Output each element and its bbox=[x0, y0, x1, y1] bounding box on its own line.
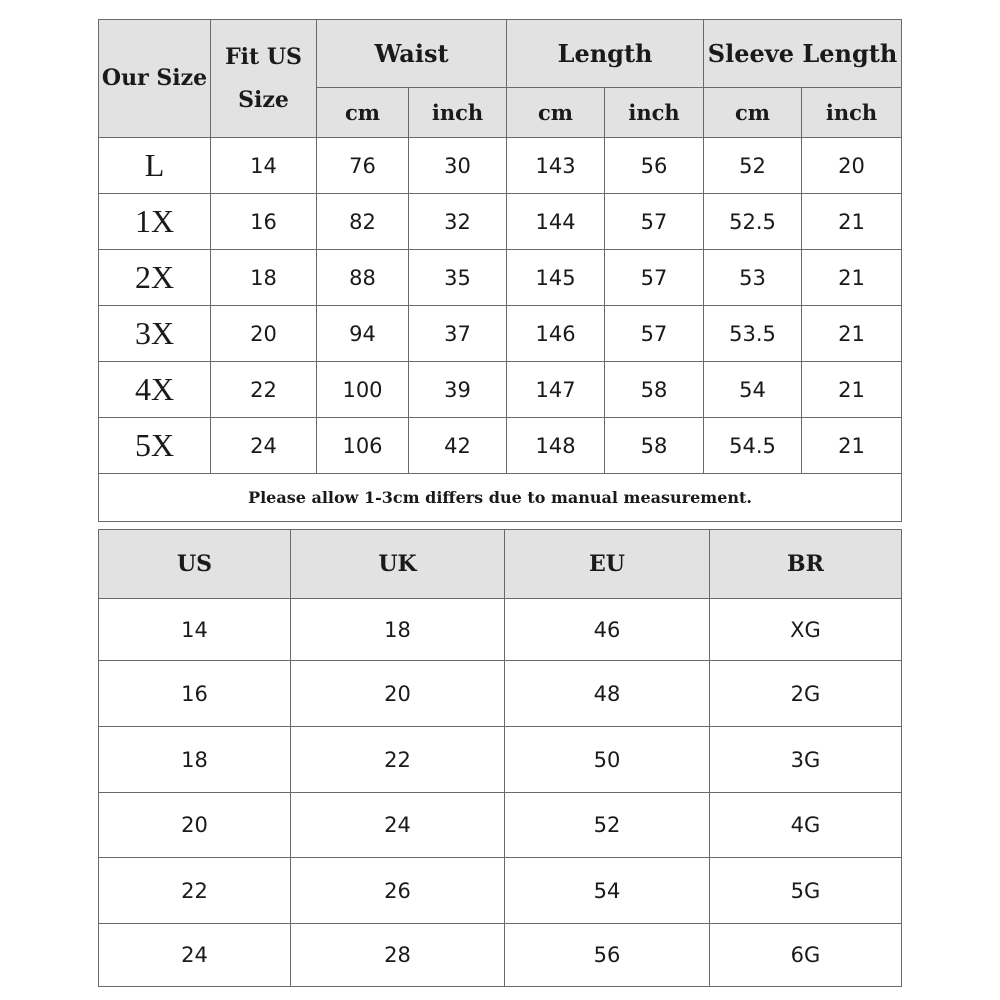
us-cell: 18 bbox=[99, 727, 291, 793]
us-size-cell: 22 bbox=[211, 362, 317, 418]
header-us: US bbox=[99, 530, 291, 599]
us-size-cell: 16 bbox=[211, 194, 317, 250]
sleeve-cm-cell: 52.5 bbox=[704, 194, 802, 250]
length-inch-cell: 57 bbox=[605, 306, 704, 362]
header-br: BR bbox=[710, 530, 902, 599]
waist-cm-cell: 88 bbox=[317, 250, 409, 306]
header-uk: UK bbox=[291, 530, 505, 599]
us-cell: 14 bbox=[99, 599, 291, 661]
sleeve-cm-cell: 54.5 bbox=[704, 418, 802, 474]
conversion-row bbox=[99, 727, 902, 793]
waist-cm-cell: 106 bbox=[317, 418, 409, 474]
uk-cell: 18 bbox=[291, 599, 505, 661]
sleeve-cm-cell: 53 bbox=[704, 250, 802, 306]
sleeve-inch-cell: 21 bbox=[802, 306, 902, 362]
size-cell: 5X bbox=[99, 418, 211, 474]
length-cm-cell: 146 bbox=[507, 306, 605, 362]
size-row bbox=[99, 306, 902, 362]
sleeve-inch-cell: 21 bbox=[802, 250, 902, 306]
conversion-row bbox=[99, 924, 902, 987]
header-length: Length bbox=[507, 20, 704, 88]
sleeve-cm-cell: 54 bbox=[704, 362, 802, 418]
us-size-cell: 18 bbox=[211, 250, 317, 306]
length-cm-cell: 147 bbox=[507, 362, 605, 418]
measurement-note: Please allow 1-3cm differs due to manual measurement. bbox=[99, 474, 902, 522]
br-cell: 5G bbox=[710, 858, 902, 924]
sleeve-inch-cell: 21 bbox=[802, 194, 902, 250]
size-cell: 1X bbox=[99, 194, 211, 250]
waist-cm-cell: 100 bbox=[317, 362, 409, 418]
size-row bbox=[99, 250, 902, 306]
uk-cell: 20 bbox=[291, 661, 505, 727]
length-cm-cell: 144 bbox=[507, 194, 605, 250]
uk-cell: 26 bbox=[291, 858, 505, 924]
sleeve-cm-cell: 53.5 bbox=[704, 306, 802, 362]
header-eu: EU bbox=[505, 530, 710, 599]
us-cell: 22 bbox=[99, 858, 291, 924]
size-chart-table bbox=[98, 19, 902, 522]
eu-cell: 48 bbox=[505, 661, 710, 727]
length-cm-cell: 148 bbox=[507, 418, 605, 474]
waist-inch-cell: 32 bbox=[409, 194, 507, 250]
us-cell: 20 bbox=[99, 793, 291, 858]
length-cm-cell: 143 bbox=[507, 138, 605, 194]
length-inch-cell: 57 bbox=[605, 250, 704, 306]
header-fit-us-size bbox=[211, 20, 317, 138]
eu-cell: 46 bbox=[505, 599, 710, 661]
eu-cell: 50 bbox=[505, 727, 710, 793]
header-unit-inch: inch bbox=[605, 88, 704, 138]
conversion-row bbox=[99, 793, 902, 858]
header-unit-cm: cm bbox=[507, 88, 605, 138]
header-fit-us-line2: Size bbox=[238, 86, 289, 113]
eu-cell: 54 bbox=[505, 858, 710, 924]
waist-inch-cell: 30 bbox=[409, 138, 507, 194]
waist-inch-cell: 37 bbox=[409, 306, 507, 362]
size-row bbox=[99, 362, 902, 418]
uk-cell: 24 bbox=[291, 793, 505, 858]
br-cell: 2G bbox=[710, 661, 902, 727]
header-unit-cm: cm bbox=[317, 88, 409, 138]
header-unit-cm: cm bbox=[704, 88, 802, 138]
us-cell: 16 bbox=[99, 661, 291, 727]
waist-cm-cell: 76 bbox=[317, 138, 409, 194]
waist-inch-cell: 39 bbox=[409, 362, 507, 418]
sleeve-inch-cell: 21 bbox=[802, 418, 902, 474]
br-cell: 4G bbox=[710, 793, 902, 858]
length-inch-cell: 57 bbox=[605, 194, 704, 250]
br-cell: 6G bbox=[710, 924, 902, 987]
us-size-cell: 14 bbox=[211, 138, 317, 194]
conversion-row bbox=[99, 599, 902, 661]
eu-cell: 56 bbox=[505, 924, 710, 987]
length-inch-cell: 58 bbox=[605, 418, 704, 474]
sleeve-inch-cell: 21 bbox=[802, 362, 902, 418]
size-cell: L bbox=[99, 138, 211, 194]
us-size-cell: 20 bbox=[211, 306, 317, 362]
eu-cell: 52 bbox=[505, 793, 710, 858]
length-cm-cell: 145 bbox=[507, 250, 605, 306]
size-cell: 4X bbox=[99, 362, 211, 418]
uk-cell: 28 bbox=[291, 924, 505, 987]
waist-inch-cell: 42 bbox=[409, 418, 507, 474]
br-cell: XG bbox=[710, 599, 902, 661]
length-inch-cell: 58 bbox=[605, 362, 704, 418]
us-size-cell: 24 bbox=[211, 418, 317, 474]
us-cell: 24 bbox=[99, 924, 291, 987]
conversion-row bbox=[99, 661, 902, 727]
header-unit-inch: inch bbox=[409, 88, 507, 138]
size-conversion-table bbox=[98, 529, 902, 987]
size-row bbox=[99, 418, 902, 474]
length-inch-cell: 56 bbox=[605, 138, 704, 194]
waist-cm-cell: 82 bbox=[317, 194, 409, 250]
waist-cm-cell: 94 bbox=[317, 306, 409, 362]
br-cell: 3G bbox=[710, 727, 902, 793]
size-cell: 3X bbox=[99, 306, 211, 362]
size-cell: 2X bbox=[99, 250, 211, 306]
size-row bbox=[99, 138, 902, 194]
header-sleeve-length: Sleeve Length bbox=[704, 20, 902, 88]
waist-inch-cell: 35 bbox=[409, 250, 507, 306]
uk-cell: 22 bbox=[291, 727, 505, 793]
sleeve-cm-cell: 52 bbox=[704, 138, 802, 194]
sleeve-inch-cell: 20 bbox=[802, 138, 902, 194]
header-waist: Waist bbox=[317, 20, 507, 88]
header-unit-inch: inch bbox=[802, 88, 902, 138]
size-row bbox=[99, 194, 902, 250]
conversion-row bbox=[99, 858, 902, 924]
header-our-size: Our Size bbox=[99, 20, 211, 138]
header-fit-us-line1: Fit US bbox=[225, 43, 302, 70]
